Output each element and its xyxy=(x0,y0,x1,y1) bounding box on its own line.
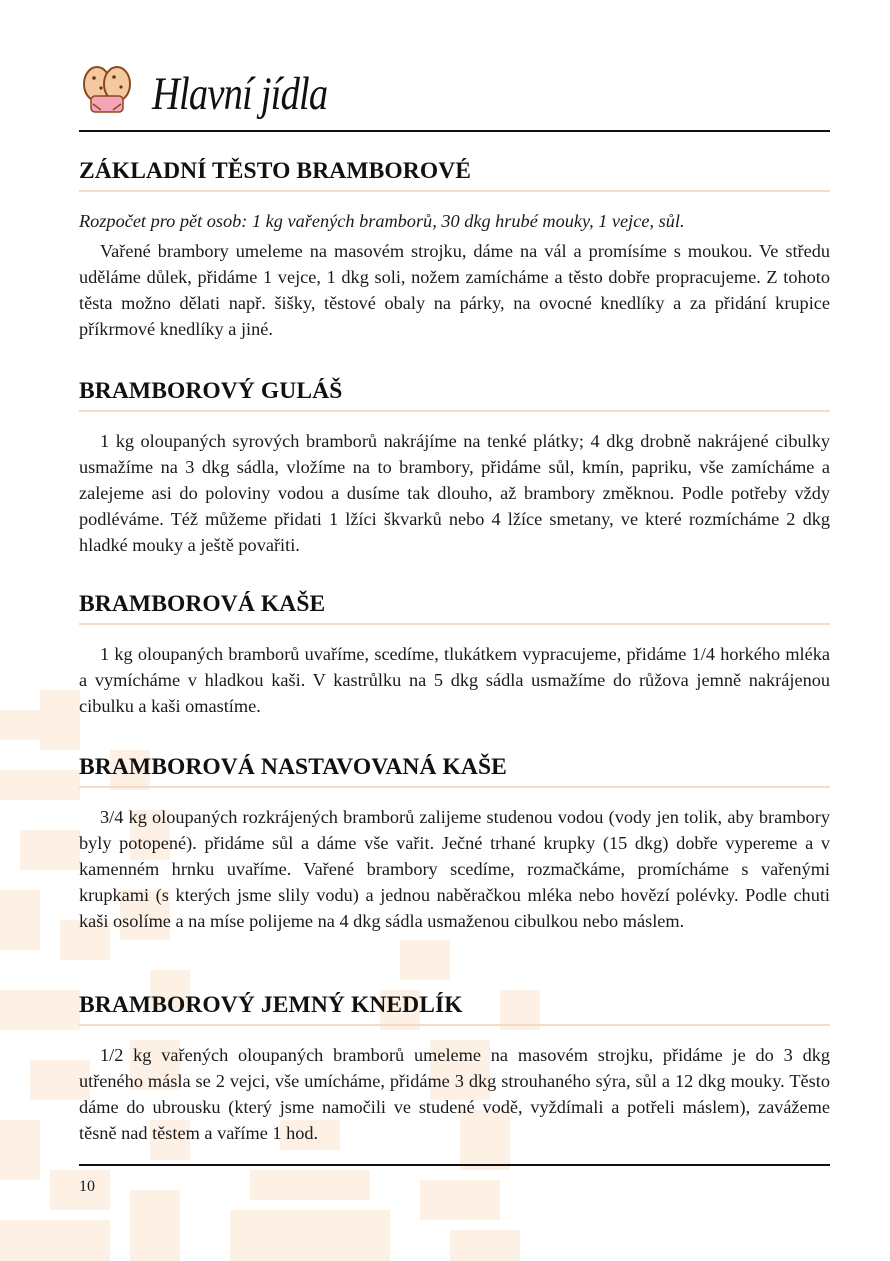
recipe-section xyxy=(79,376,830,558)
recipe-instructions: 1 kg oloupaných syrových bramborů nakrájíme na tenké plátky; 4 dkg drobně nakrájené cibulky usmažíme na 3 dkg sádla, vložíme na to brambory, přidáme sůl, kmín, papriku, vše zamícháme a zalejeme asi do poloviny vodou a dusíme tak dlouho, až brambory změknou. Podle potřeby vždy podléváme. Též můžeme přidati 1 lžíci škvarků nebo 4 lžíce smetany, ve které rozmícháme 2 dkg hladké mouky a ještě povařiti. xyxy=(79,431,830,555)
recipe-title: BRAMBOROVÁ KAŠE xyxy=(79,589,830,625)
document-page xyxy=(79,0,830,1261)
recipe-section xyxy=(79,589,830,719)
page-number: 10 xyxy=(79,1178,95,1195)
recipe-instructions: Vařené brambory umeleme na masovém strojku, dáme na vál a promísíme s moukou. Ve středu uděláme důlek, přidáme 1 vejce, 1 dkg soli, nožem zamícháme a těsto dobře propracujeme. Z tohoto těsta možno dělati např. šišky, těstové obaly na párky, na ovocné knedlíky a za přidání krupice příkrmové knedlíky a jiné. xyxy=(79,241,830,339)
recipe-title: BRAMBOROVÝ GULÁŠ xyxy=(79,376,830,412)
recipe-instructions: 1/2 kg vařených oloupaných bramborů umeleme na masovém strojku, přidáme je do 3 dkg utřeného másla se 2 vejci, vše umícháme, přidáme 3 dkg strouhaného sýra, sůl a 12 dkg mouky. Těsto dáme do ubrousku (který jsme namočili ve studené vodě, vyždímali a potřeli máslem), zavážeme těsně nad těstem a vaříme 1 hod. xyxy=(79,1045,830,1143)
recipe-instructions: 1 kg oloupaných bramborů uvaříme, scedíme, tlukátkem vypracujeme, přidáme 1/4 horkého mléka a vymícháme v hladkou kaši. V kastrůlku na 5 dkg sádla usmažíme do růžova jemně nakrájenou cibulku a kaši omastíme. xyxy=(79,644,830,716)
recipe-title: BRAMBOROVÁ NASTAVOVANÁ KAŠE xyxy=(79,752,830,788)
recipe-section xyxy=(79,990,830,1146)
header-rule xyxy=(79,130,830,132)
chapter-header xyxy=(79,58,830,134)
recipe-section xyxy=(79,156,830,342)
recipe-instructions: 3/4 kg oloupaných rozkrájených bramborů zalijeme studenou vodou (vody jen tolik, aby brambory byly potopené). přidáme sůl a dáme vše vařit. Ječné trhané krupky (15 dkg) dobře vypereme a v kamenném hrnku uvaříme. Vařené brambory scedíme, rozmačkáme, promícháme s vařenými krupkami (s kterých jsme slily vodu) a jednou naběračkou mléka nebo hovězí polévky. Podle chuti kaši osolíme a na míse polijeme na 4 dkg sádla usmaženou cibulkou nebo máslem. xyxy=(79,807,830,931)
recipe-title: BRAMBOROVÝ JEMNÝ KNEDLÍK xyxy=(79,990,830,1026)
footer-rule xyxy=(79,1164,830,1166)
chapter-title: Hlavní jídla xyxy=(152,68,328,120)
recipe-title: ZÁKLADNÍ TĚSTO BRAMBOROVÉ xyxy=(79,156,830,192)
recipe-section xyxy=(79,752,830,934)
recipe-ingredients: Rozpočet pro pět osob: 1 kg vařených bramborů, 30 dkg hrubé mouky, 1 vejce, sůl. xyxy=(79,211,685,231)
potato-figure-icon xyxy=(79,60,135,116)
